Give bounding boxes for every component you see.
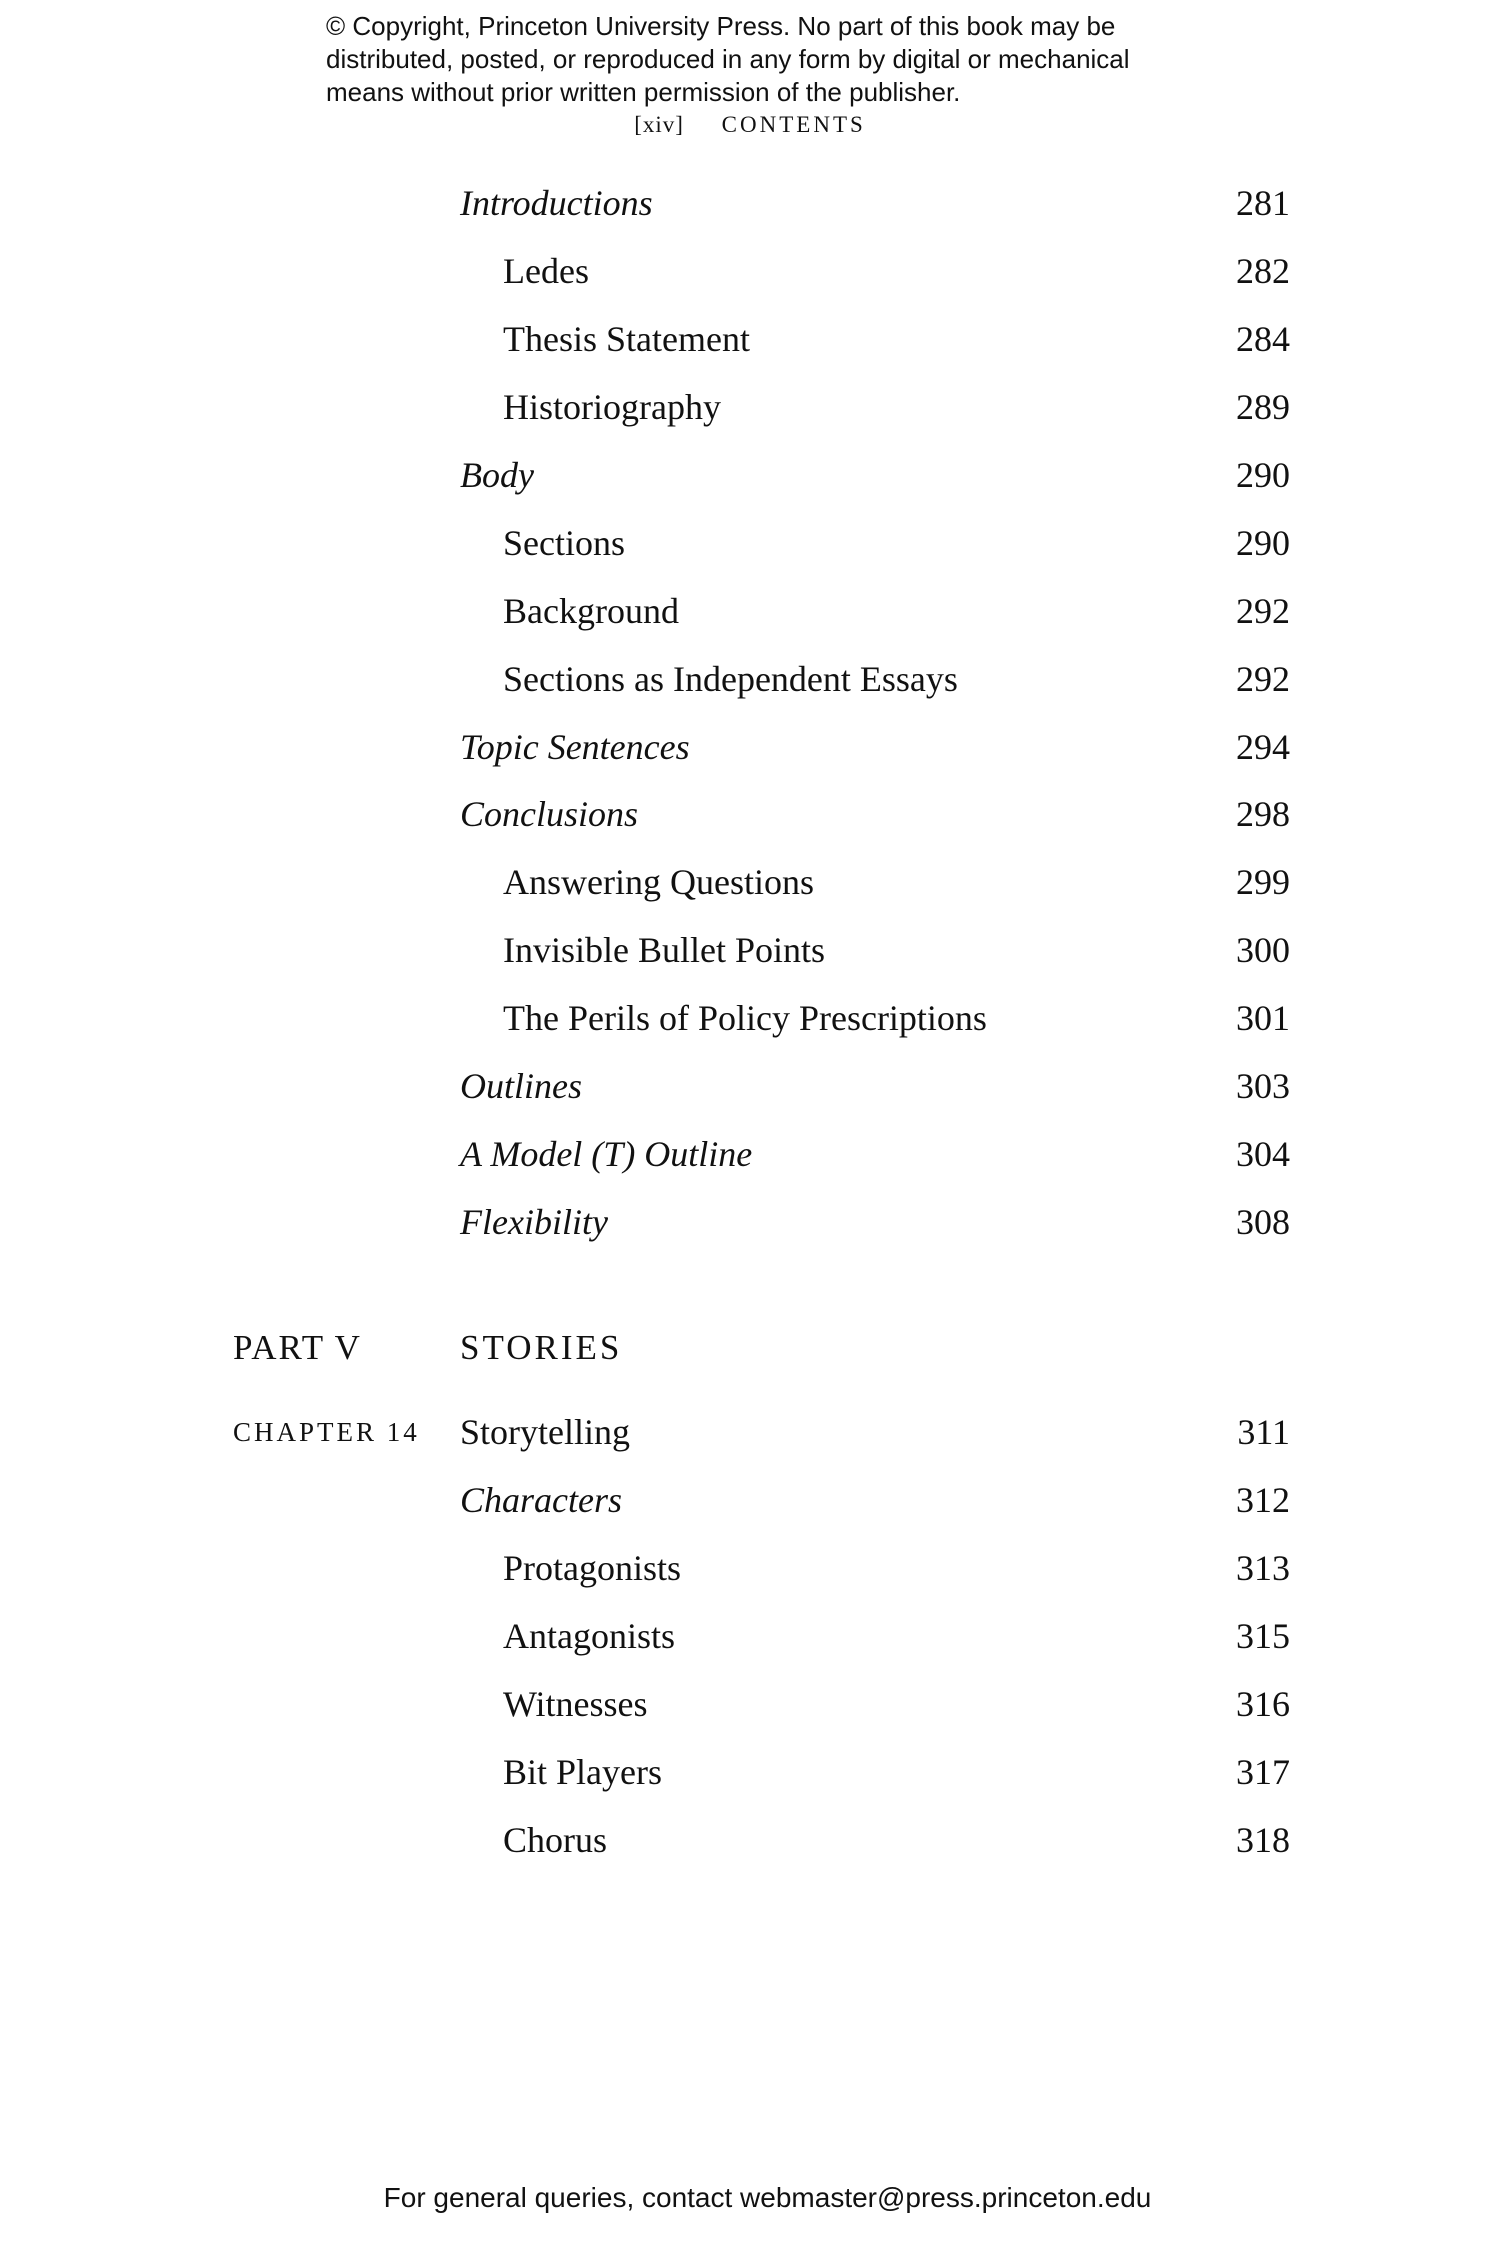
toc-entry-label: Bit Players: [503, 1752, 662, 1792]
toc-entry-label: Sections as Independent Essays: [503, 659, 958, 699]
copyright-line: distributed, posted, or reproduced in any form by digital or mechanical: [326, 44, 1130, 74]
toc-entry-page: 304: [1236, 1134, 1290, 1174]
toc-entry-label: Witnesses: [503, 1684, 648, 1724]
toc-entry-thesis-statement[interactable]: [460, 313, 1290, 365]
toc-entry-label: Outlines: [460, 1066, 582, 1106]
toc-entry-label: A Model (T) Outline: [460, 1134, 753, 1174]
toc-entry-perils-of-policy-prescriptions[interactable]: [460, 992, 1290, 1044]
toc-entry-label: Background: [503, 591, 679, 631]
toc-entry-invisible-bullet-points[interactable]: [460, 924, 1290, 976]
toc-entry-protagonists[interactable]: [460, 1542, 1290, 1594]
toc-entry-page: 312: [1236, 1480, 1290, 1520]
toc-entry-label: Flexibility: [460, 1202, 608, 1242]
toc-entry-label: Thesis Statement: [503, 319, 750, 359]
toc-entry-background[interactable]: [460, 585, 1290, 637]
toc-entry-label: Body: [460, 455, 534, 495]
toc-entry-label: Protagonists: [503, 1548, 682, 1588]
toc-entry-storytelling[interactable]: [460, 1406, 1290, 1458]
toc-entry-page: 290: [1236, 523, 1290, 563]
copyright-notice: [326, 10, 1206, 109]
toc-entry-body[interactable]: [460, 449, 1290, 501]
toc-entry-label: Invisible Bullet Points: [503, 930, 826, 970]
toc-entry-page: 284: [1236, 319, 1290, 359]
toc-entry-witnesses[interactable]: [460, 1678, 1290, 1730]
toc-entry-page: 281: [1236, 183, 1290, 223]
toc-entry-page: 282: [1236, 251, 1290, 291]
running-head-title: CONTENTS: [721, 112, 866, 137]
toc-entry-introductions[interactable]: [460, 177, 1290, 229]
toc-entry-label: Historiography: [503, 387, 721, 427]
toc-entry-page: 303: [1236, 1066, 1290, 1106]
toc-entry-page: 292: [1236, 591, 1290, 631]
toc-entry-label: Answering Questions: [503, 862, 814, 902]
toc-entry-answering-questions[interactable]: [460, 856, 1290, 908]
toc-entry-ledes[interactable]: [460, 245, 1290, 297]
toc-entry-label: Conclusions: [460, 794, 639, 834]
toc-entry-page: 311: [1237, 1412, 1290, 1452]
part-title: STORIES: [460, 1328, 623, 1367]
toc-entry-page: 289: [1236, 387, 1290, 427]
toc-entry-page: 308: [1236, 1202, 1290, 1242]
copyright-line: © Copyright, Princeton University Press. No part of this book may be: [326, 11, 1116, 41]
toc-entry-page: 298: [1236, 794, 1290, 834]
toc-entry-page: 299: [1236, 862, 1290, 902]
toc-entry-characters[interactable]: [460, 1474, 1290, 1526]
chapter-title: Storytelling: [460, 1412, 630, 1452]
toc-entry-outlines[interactable]: [460, 1060, 1290, 1112]
toc-entry-page: 301: [1236, 998, 1290, 1038]
footer-contact: For general queries, contact webmaster@press.princeton.edu: [383, 2182, 1152, 2213]
toc-entry-label: Characters: [460, 1480, 622, 1520]
toc-entry-page: 317: [1236, 1752, 1290, 1792]
part-label: PART V: [233, 1328, 362, 1367]
toc-entry-label: Introductions: [460, 183, 653, 223]
toc-entry-sections[interactable]: [460, 517, 1290, 569]
toc-entry-conclusions[interactable]: [460, 788, 1290, 840]
toc-entry-page: 318: [1236, 1820, 1290, 1860]
copyright-line: means without prior written permission of the publisher.: [326, 77, 961, 107]
toc-entry-label: Topic Sentences: [460, 727, 690, 767]
toc-entry-label: Antagonists: [503, 1616, 676, 1656]
toc-entry-page: 316: [1236, 1684, 1290, 1724]
toc-entry-label: Sections: [503, 523, 625, 563]
toc-entry-label: Ledes: [503, 251, 589, 291]
toc-entry-page: 313: [1236, 1548, 1290, 1588]
running-head: [0, 110, 1500, 140]
toc-entry-page: 300: [1236, 930, 1290, 970]
toc-entry-page: 294: [1236, 727, 1290, 767]
toc-entry-topic-sentences[interactable]: [460, 721, 1290, 773]
toc-entry-chorus[interactable]: [460, 1814, 1290, 1866]
toc-entry-sections-as-independent-essays[interactable]: [460, 653, 1290, 705]
toc-entry-flexibility[interactable]: [460, 1196, 1290, 1248]
toc-entry-historiography[interactable]: [460, 381, 1290, 433]
toc-entry-page: 290: [1236, 455, 1290, 495]
toc-entry-bit-players[interactable]: [460, 1746, 1290, 1798]
toc-entry-page: 292: [1236, 659, 1290, 699]
page-folio: [xiv]: [634, 112, 684, 137]
toc-entry-label: The Perils of Policy Prescriptions: [503, 998, 987, 1038]
chapter-label: CHAPTER 14: [233, 1417, 420, 1447]
toc-entry-antagonists[interactable]: [460, 1610, 1290, 1662]
toc-entry-label: Chorus: [503, 1820, 608, 1860]
toc-entry-page: 315: [1236, 1616, 1290, 1656]
toc-entry-model-t-outline[interactable]: [460, 1128, 1290, 1180]
